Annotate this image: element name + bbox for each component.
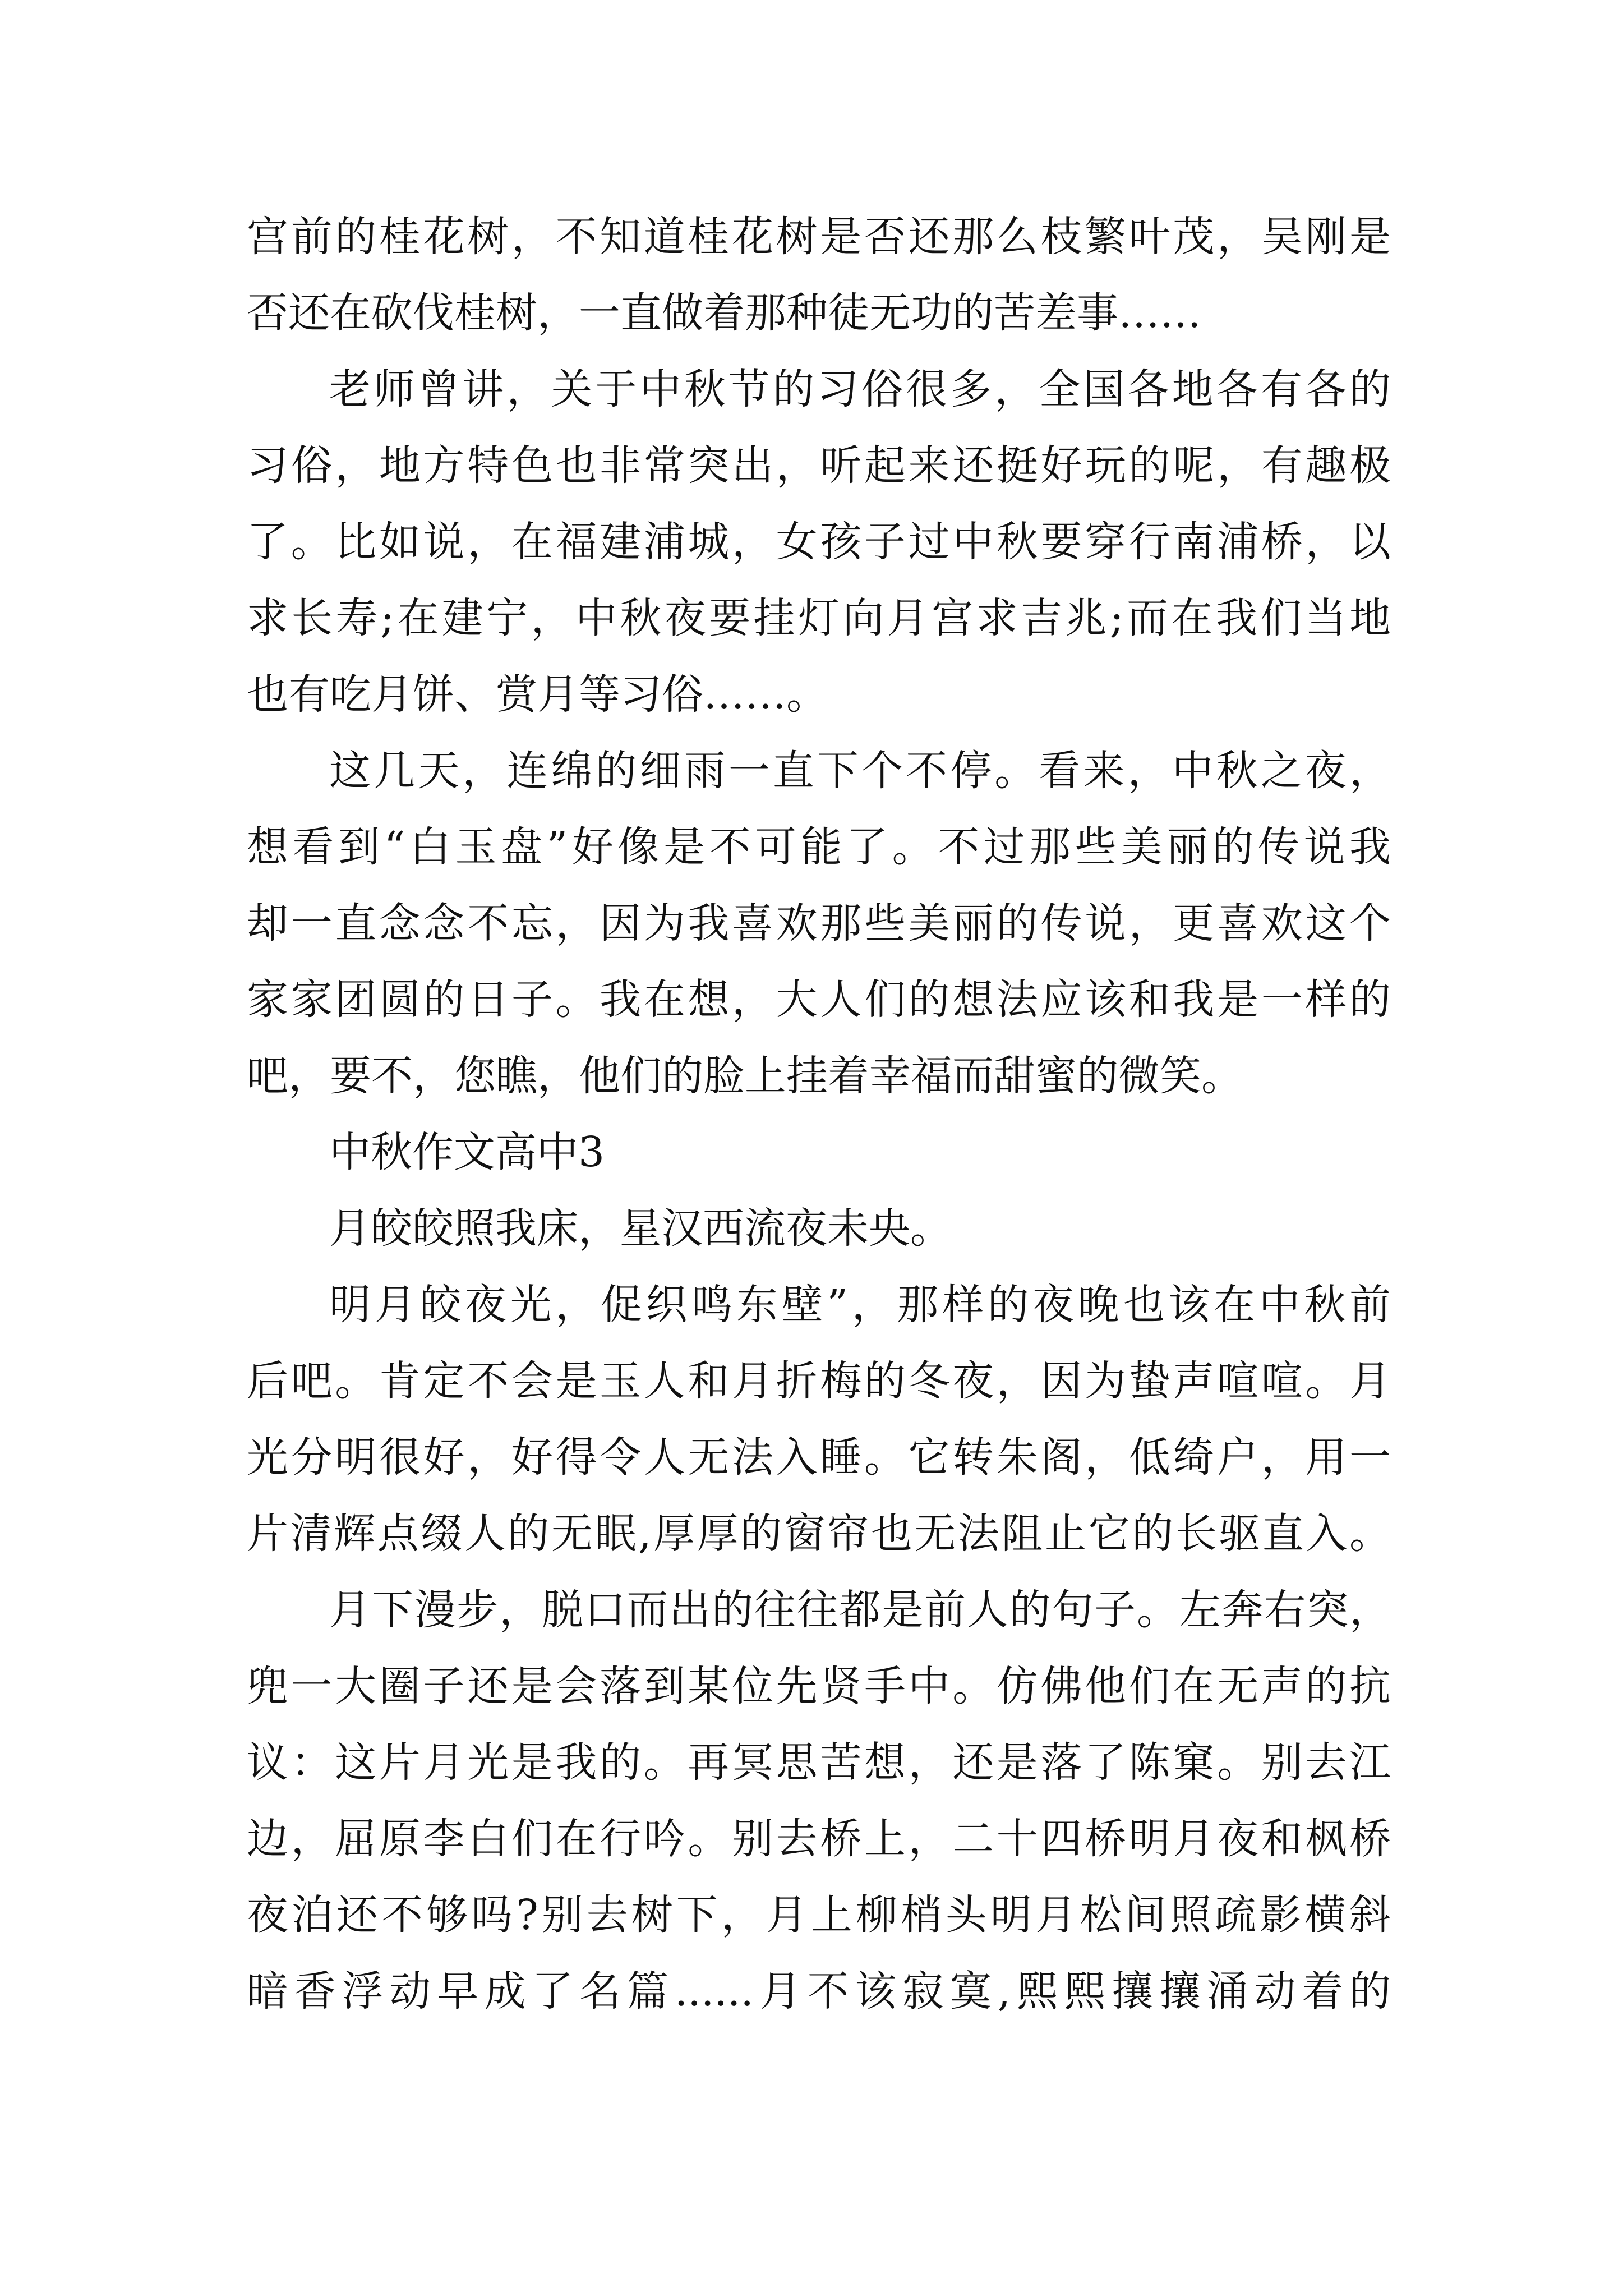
paragraph-start-line: 明月皎夜光，促织鸣东壁”，那样的夜晚也该在中秋前 xyxy=(329,1281,1391,1329)
text-line: 却一直念念不忘，因为我喜欢那些美丽的传说，更喜欢这个 xyxy=(247,899,1391,947)
text-line: 议：这片月光是我的。再冥思苦想，还是落了陈窠。别去江 xyxy=(247,1738,1391,1787)
paragraph-start-line: 这几天，连绵的细雨一直下个不停。看来，中秋之夜， xyxy=(329,747,1391,795)
text-line: 否还在砍伐桂树，一直做着那种徒无功的苦差事…… xyxy=(247,289,1201,337)
text-line: 片清辉点缀人的无眠,厚厚的窗帘也无法阻止它的长驱直入。 xyxy=(247,1510,1391,1558)
poem-line: 月皎皎照我床，星汉西流夜未央。 xyxy=(329,1204,952,1253)
paragraph-start-line: 老师曾讲，关于中秋节的习俗很多，全国各地各有各的 xyxy=(329,365,1391,413)
section-heading: 中秋作文高中3 xyxy=(329,1128,605,1176)
text-line: 家家团圆的日子。我在想，大人们的想法应该和我是一样的 xyxy=(247,976,1391,1024)
text-line: 后吧。肯定不会是玉人和月折梅的冬夜，因为蛰声喧喧。月 xyxy=(247,1357,1391,1405)
text-line: 也有吃月饼、赏月等习俗……。 xyxy=(247,670,828,719)
text-line: 光分明很好，好得令人无法入睡。它转朱阁，低绮户，用一 xyxy=(247,1433,1391,1481)
text-line: 习俗，地方特色也非常突出，听起来还挺好玩的呢，有趣极 xyxy=(247,441,1391,490)
text-line: 宫前的桂花树，不知道桂花树是否还那么枝繁叶茂，吴刚是 xyxy=(247,213,1391,261)
text-line: 求长寿;在建宁，中秋夜要挂灯向月宫求吉兆;而在我们当地 xyxy=(247,594,1391,642)
text-line: 吧，要不，您瞧，他们的脸上挂着幸福而甜蜜的微笑。 xyxy=(247,1052,1243,1100)
text-line: 了。比如说，在福建浦城，女孩子过中秋要穿行南浦桥，以 xyxy=(247,518,1391,566)
text-line: 暗香浮动早成了名篇......月不该寂寞,熙熙攘攘涌动着的 xyxy=(247,1967,1391,2016)
text-line: 夜泊还不够吗?别去树下，月上柳梢头明月松间照疏影横斜 xyxy=(247,1891,1391,1939)
text-line: 兜一大圈子还是会落到某位先贤手中。仿佛他们在无声的抗 xyxy=(247,1662,1391,1710)
text-line: 边，屈原李白们在行吟。别去桥上，二十四桥明月夜和枫桥 xyxy=(247,1815,1391,1863)
paragraph-start-line: 月下漫步，脱口而出的往往都是前人的句子。左奔右突， xyxy=(329,1586,1391,1634)
text-line: 想看到“白玉盘”好像是不可能了。不过那些美丽的传说我 xyxy=(247,823,1391,871)
